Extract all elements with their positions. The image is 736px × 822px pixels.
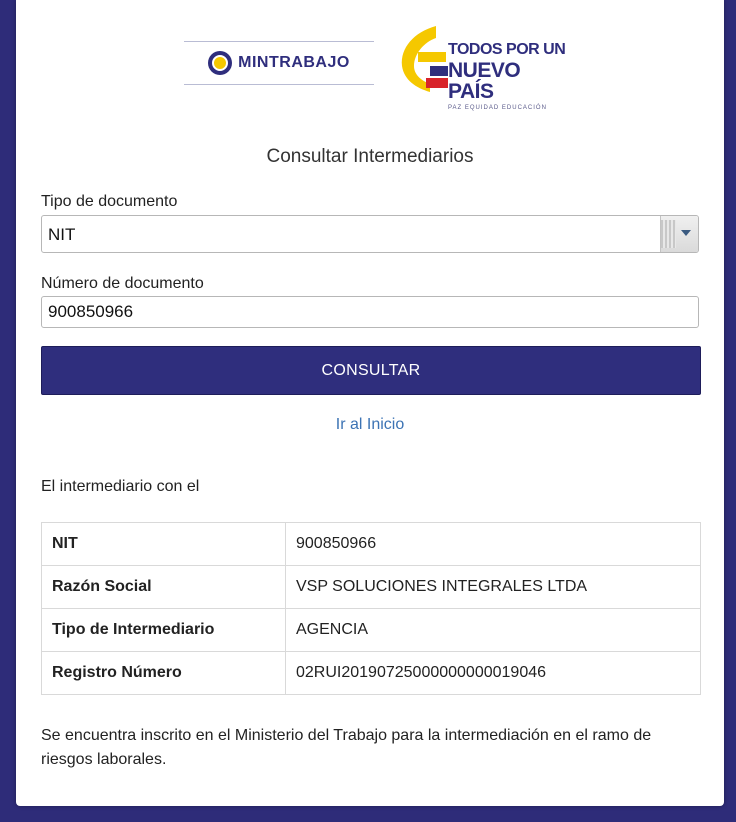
table-row (42, 609, 701, 652)
table-row (42, 652, 701, 695)
slogan-line-2: NUEVO PAÍS (448, 59, 521, 103)
slogan-line-3: PAZ EQUIDAD EDUCACIÓN (448, 105, 547, 111)
row-value: 900850966 (286, 523, 701, 566)
ministry-name: MINTRABAJO (238, 54, 350, 71)
doc-type-value: NIT (48, 225, 76, 244)
doc-number-input[interactable] (41, 296, 699, 328)
row-key: Razón Social (42, 566, 286, 609)
slogan-line-1: TODOS POR UN (448, 41, 566, 58)
row-value: 02RUI20190725000000000019046 (286, 652, 701, 695)
result-intro: El intermediario con el (41, 478, 200, 495)
row-value: AGENCIA (286, 609, 701, 652)
doc-type-label: Tipo de documento (41, 193, 178, 210)
consult-card (16, 0, 724, 806)
mintrabajo-logo (184, 41, 374, 85)
todos-por-un-nuevo-pais-logo (396, 22, 566, 111)
row-key: Tipo de Intermediario (42, 609, 286, 652)
result-table (41, 522, 701, 695)
registration-note: Se encuentra inscrito en el Ministerio del Trabajo para la intermediación en el ramo de riesgos laborales. (41, 727, 652, 768)
table-row (42, 523, 701, 566)
page-title: Consultar Intermediarios (266, 146, 474, 167)
home-link[interactable]: Ir al Inicio (335, 416, 405, 433)
row-key: NIT (42, 523, 286, 566)
doc-type-select[interactable] (41, 215, 699, 253)
flag-swoosh-icon (396, 22, 452, 98)
dropdown-button[interactable] (660, 216, 698, 252)
consult-button[interactable]: CONSULTAR (41, 346, 701, 395)
chevron-down-icon (681, 230, 691, 236)
doc-number-label: Número de documento (41, 275, 204, 292)
row-value: VSP SOLUCIONES INTEGRALES LTDA (286, 566, 701, 609)
row-key: Registro Número (42, 652, 286, 695)
table-row (42, 566, 701, 609)
colombia-seal-icon (208, 51, 232, 75)
